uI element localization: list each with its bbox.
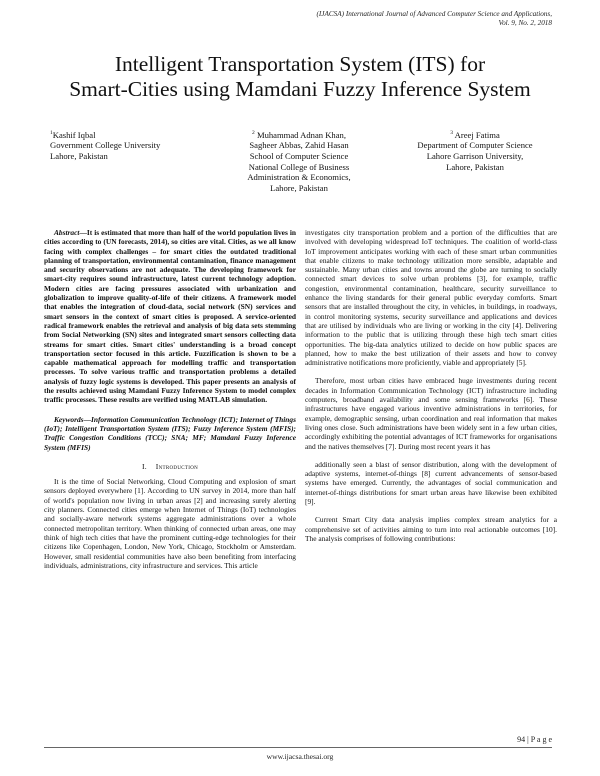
abstract-label: Abstract xyxy=(54,228,80,237)
author-3-name: Areej Fatima xyxy=(454,129,500,140)
abstract xyxy=(44,228,296,405)
right-paragraph-2: Therefore, most urban cities have embraced huge investments during recent decades in Information Communication Technology (ICT) infrastructure including computers, broadband availability and some sensing frameworks [6]. These infrastructures have engaged various inventive administrations in territories, for example, demographic sensing, urban coordination and real information that makes living ones close. Such administrations have been widely sent in a few urban cities, accordingly exhibiting the potential advantages of ICT frameworks for organisations and the natives themselves [7]. During most recent years it has xyxy=(305,376,557,451)
author-3-sup: 3 xyxy=(450,130,453,136)
author-2-affil-3: Administration & Economics, xyxy=(247,172,351,183)
author-2-name: Muhammad Adnan Khan, xyxy=(256,129,346,140)
section-heading-introduction xyxy=(44,462,296,471)
section-title: Introduction xyxy=(155,461,199,471)
paper-title xyxy=(40,52,560,102)
journal-header xyxy=(192,10,552,28)
author-2-sup: 2 xyxy=(252,130,255,136)
keywords-text: Information Communication Technology (ICT); Internet of Things (IoT); Intelligent Transportation System (ITS); Fuzzy Inference System (MFIS); Traffic Congestion Conditions (TCC); SNA; MF; Mamdani Fuzzy Inference System (MFIS) xyxy=(44,414,296,452)
author-1-sup: 1 xyxy=(50,130,53,136)
author-block xyxy=(44,128,556,208)
section-number: I. xyxy=(141,461,147,471)
page-number: 94 | P a g e xyxy=(517,735,552,744)
author-2-affil-4: Lahore, Pakistan xyxy=(270,182,328,193)
author-3 xyxy=(400,128,550,172)
journal-header-line2: Vol. 9, No. 2, 2018 xyxy=(498,19,552,27)
footer-divider xyxy=(44,747,552,748)
author-2 xyxy=(224,128,374,193)
author-2-affil-2: National College of Business xyxy=(248,161,350,172)
abstract-text: It is estimated that more than half of the world population lives in cities according to (UN forecasts, 2014), so cities are vital. Cities, as we all know facing with complex challenges – for smart cities the outdated traditional planning of transportation, environmental contamination, finance management and security observations are not adequate. The developing framework for smart-city requires sound infrastructure, latest current technology adoption. Modern cities are facing pressures associated with urbanization and globalization to improve quality-of-life of their citizens. A framework model that enables the integration of cloud-data, social network (SN) services and smart sensors in the context of smart cities is proposed. A service-oriented radical framework enables the retrieval and analysis of big data sets stemming from Social Networking (SN) sites and integrated smart sensors collecting data streams for smart cities. Smart cities' understanding is a broad concept transportation sector focused in this article. Fuzzification is shown to be a capable mathematical approach for modelling traffic and transportation processes. To solve various traffic and transportation problems a detailed analysis of fuzzy logic systems is developed. This paper presents an analysis of the results achieved using Mamdani Fuzzy Inference System to model complex traffic processes. These results are verified using MATLAB simulation. xyxy=(44,228,296,405)
keywords-dash: — xyxy=(83,414,91,424)
author-3-affil-3: Lahore, Pakistan xyxy=(446,161,504,172)
right-column xyxy=(305,228,557,543)
author-1-name: Kashif Iqbal xyxy=(52,129,96,140)
author-3-affil-2: Lahore Garrison University, xyxy=(426,151,524,162)
author-3-affil-1: Department of Computer Science xyxy=(417,140,533,151)
left-column xyxy=(44,228,296,570)
author-1-affil-2: Lahore, Pakistan xyxy=(50,151,108,162)
right-paragraph-1: investigates city transportation problem and a portion of the difficulties that are involved with developing widespread IoT techniques. The coalition of world-class IoT improvement anticipates working with each of these smart urban communities that enable citizens to make technology utilization more sensible, adaptable and sustainable. Many urban cities and towns around the globe are turning to socially connected smart devices to solve urban problems [3], for example, traffic congestion, environmental contamination, healthcare, security surveillance to enhance the living standards for their general public everyday comforts. Smart sensors that are installed throughout the city, in vehicles, in buildings, in roadways, in control monitoring systems, security surveillance and applications and devices that are utilised by individuals who are living or working in the city [4]. Delivering information to the public that is utilizing through these high tech smart cities opportunities. The big-data analytics utilized to decide on how public spaces are planned, how to make the best utilization of their assets and how to convey administrative notifications more proficiently, viable and appropriately [5]. xyxy=(305,228,557,368)
keywords xyxy=(44,415,296,452)
paper-title-line1: Intelligent Transportation System (ITS) for xyxy=(114,52,486,76)
right-paragraph-3: additionally seen a blast of sensor distribution, along with the development of adaptive systems, internet-of-things [8] current advancements of sensor-based systems have emerged. Currently, the advantages of social communication and internet-of-things distributions for smart urban areas have likewise been exhibited [9]. xyxy=(305,459,557,507)
paper-title-line2: Smart-Cities using Mamdani Fuzzy Inference System xyxy=(69,77,531,101)
journal-header-line1: (IJACSA) International Journal of Advanced Computer Science and Applications, xyxy=(316,10,552,18)
keywords-label: Keywords xyxy=(54,414,84,424)
right-paragraph-4: Current Smart City data analysis implies complex stream analytics for a comprehensive set of activities aiming to turn into real actionable outcomes [10]. The analysis comprises of following contributions: xyxy=(305,515,557,543)
intro-paragraph-1: It is the time of Social Networking, Cloud Computing and explosion of smart sensors deployed everywhere [1]. According to UN survey in 2014, more than half of world's population now living in urban areas [2] and increasing surely alerting city planners. Connected cities emerge when Internet of Things (IoT) technologies and socially-aware network systems aggregate administrations over a whole connected metropolitan territory. When thinking of connected urban areas, one may think of high tech cities that have the prominent cutting-edge technologies for their citizens like Copenhagen, London, New York, Chicago, Stockholm or Amsterdam. However, small residential communities have also been benefiting from interfacing individuals, administrations, city infrastructure and services. This article xyxy=(44,477,296,570)
footer-url: www.ijacsa.thesai.org xyxy=(266,752,334,761)
author-1 xyxy=(50,128,180,162)
author-2-affil-1: School of Computer Science xyxy=(249,151,349,162)
author-1-affil-1: Government College University xyxy=(50,140,161,151)
author-2-name-2: Sagheer Abbas, Zahid Hasan xyxy=(249,140,349,151)
abstract-dash: — xyxy=(79,228,87,237)
